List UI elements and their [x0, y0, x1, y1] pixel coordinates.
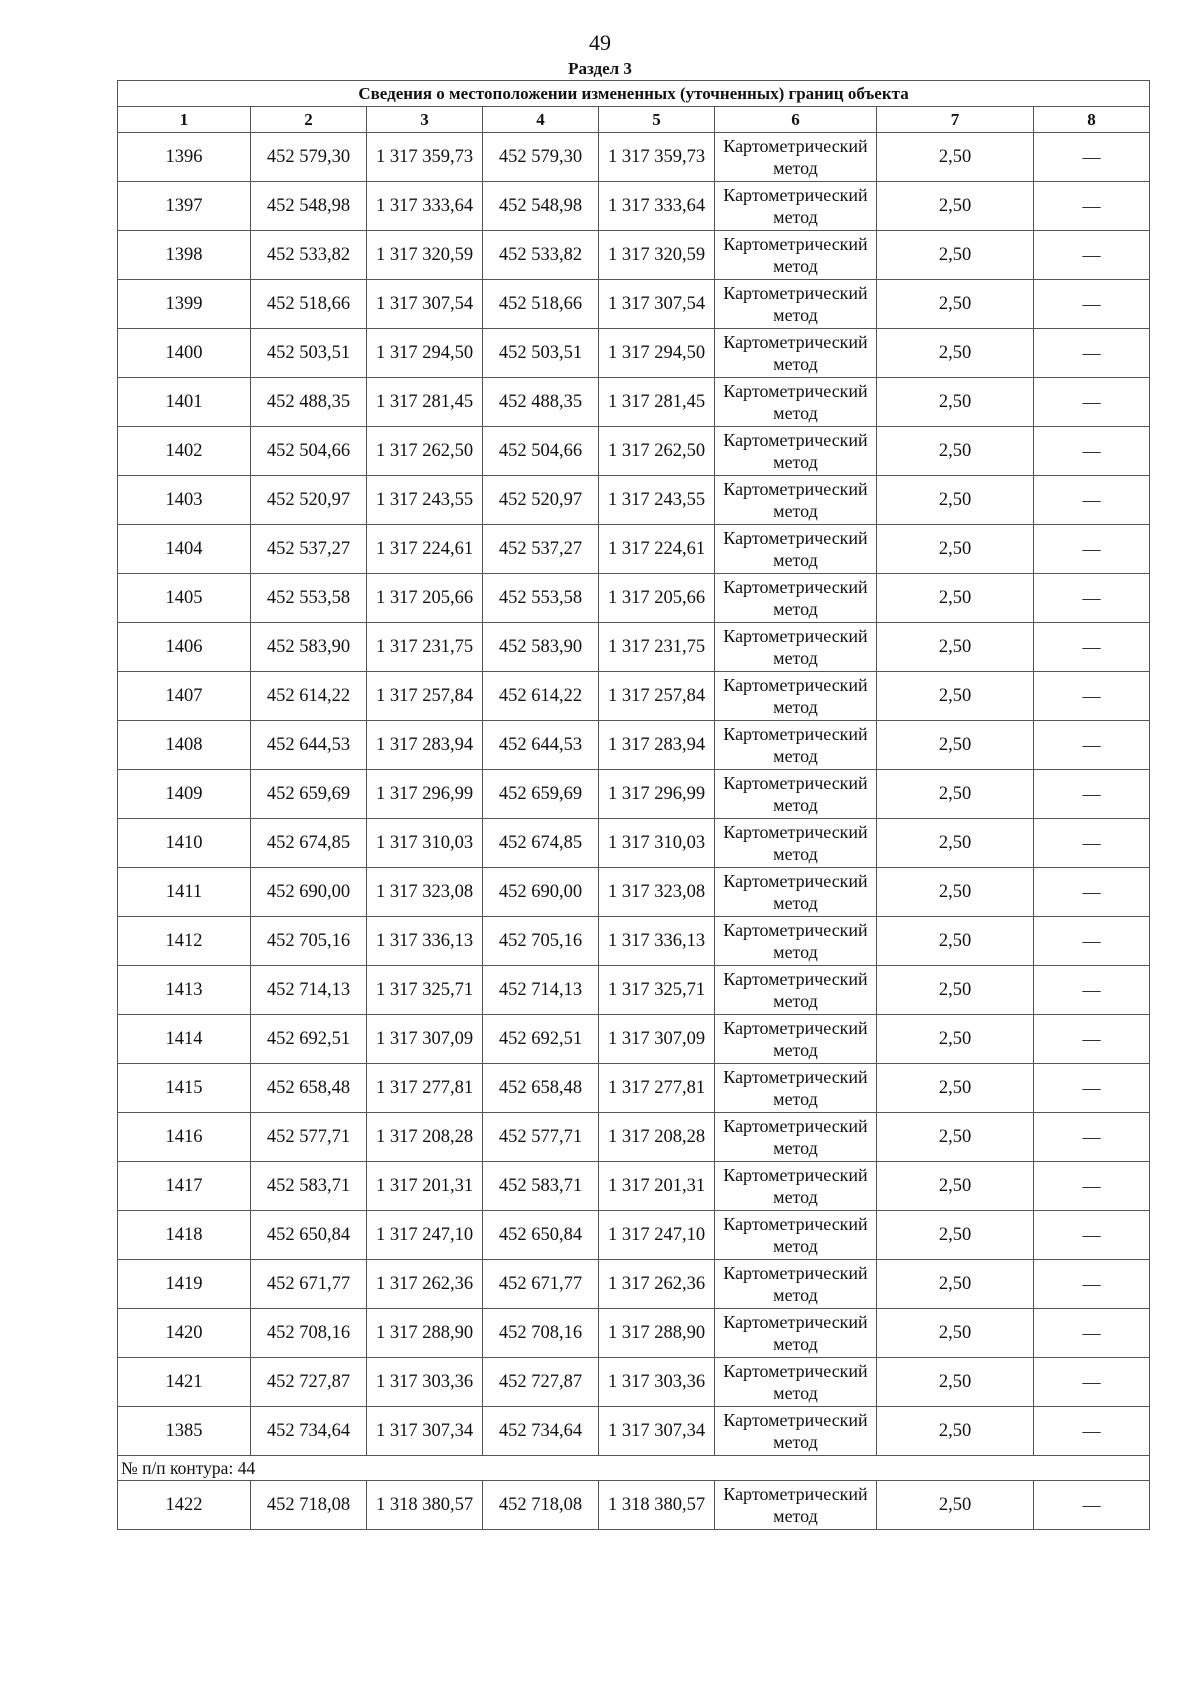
point-number-cell: 1417: [118, 1162, 251, 1211]
method-cell: Картометрический метод: [715, 1407, 877, 1456]
table-row: [118, 1260, 1150, 1309]
x-new-cell: 452 690,00: [483, 868, 599, 917]
y-old-cell: 1 317 247,10: [367, 1211, 483, 1260]
x-old-cell: 452 659,69: [251, 770, 367, 819]
y-new-cell: 1 317 243,55: [599, 476, 715, 525]
method-cell: Картометрический метод: [715, 182, 877, 231]
point-number-cell: 1399: [118, 280, 251, 329]
table-row: [118, 280, 1150, 329]
precision-cell: 2,50: [877, 574, 1034, 623]
y-old-cell: 1 317 205,66: [367, 574, 483, 623]
y-old-cell: 1 317 359,73: [367, 133, 483, 182]
table-row: [118, 672, 1150, 721]
table-row: [118, 868, 1150, 917]
point-number-cell: 1405: [118, 574, 251, 623]
x-old-cell: 452 537,27: [251, 525, 367, 574]
x-new-cell: 452 644,53: [483, 721, 599, 770]
table-row: [118, 917, 1150, 966]
method-cell: Картометрический метод: [715, 427, 877, 476]
precision-cell: 2,50: [877, 1064, 1034, 1113]
y-old-cell: 1 317 294,50: [367, 329, 483, 378]
empty-mark-cell: —: [1034, 1162, 1150, 1211]
table-row: [118, 1113, 1150, 1162]
method-cell: Картометрический метод: [715, 133, 877, 182]
point-number-cell: 1414: [118, 1015, 251, 1064]
empty-mark-cell: —: [1034, 280, 1150, 329]
empty-mark-cell: —: [1034, 721, 1150, 770]
precision-cell: 2,50: [877, 231, 1034, 280]
y-new-cell: 1 317 325,71: [599, 966, 715, 1015]
column-header: 1: [118, 107, 251, 133]
method-cell: Картометрический метод: [715, 1113, 877, 1162]
table-body: [118, 133, 1150, 1530]
x-old-cell: 452 577,71: [251, 1113, 367, 1162]
precision-cell: 2,50: [877, 476, 1034, 525]
y-new-cell: 1 317 201,31: [599, 1162, 715, 1211]
precision-cell: 2,50: [877, 329, 1034, 378]
table-row: [118, 819, 1150, 868]
method-cell: Картометрический метод: [715, 770, 877, 819]
y-old-cell: 1 317 296,99: [367, 770, 483, 819]
x-new-cell: 452 650,84: [483, 1211, 599, 1260]
x-new-cell: 452 708,16: [483, 1309, 599, 1358]
y-new-cell: 1 317 247,10: [599, 1211, 715, 1260]
table-row: [118, 1481, 1150, 1530]
x-old-cell: 452 548,98: [251, 182, 367, 231]
table-row: [118, 966, 1150, 1015]
y-old-cell: 1 317 262,36: [367, 1260, 483, 1309]
y-old-cell: 1 317 307,54: [367, 280, 483, 329]
empty-mark-cell: —: [1034, 770, 1150, 819]
x-new-cell: 452 548,98: [483, 182, 599, 231]
precision-cell: 2,50: [877, 672, 1034, 721]
y-new-cell: 1 317 307,54: [599, 280, 715, 329]
table-row: [118, 133, 1150, 182]
y-old-cell: 1 317 303,36: [367, 1358, 483, 1407]
precision-cell: 2,50: [877, 1260, 1034, 1309]
empty-mark-cell: —: [1034, 1358, 1150, 1407]
y-old-cell: 1 317 320,59: [367, 231, 483, 280]
precision-cell: 2,50: [877, 182, 1034, 231]
y-old-cell: 1 317 277,81: [367, 1064, 483, 1113]
point-number-cell: 1411: [118, 868, 251, 917]
method-cell: Картометрический метод: [715, 966, 877, 1015]
y-new-cell: 1 317 262,50: [599, 427, 715, 476]
precision-cell: 2,50: [877, 966, 1034, 1015]
y-new-cell: 1 317 288,90: [599, 1309, 715, 1358]
method-cell: Картометрический метод: [715, 476, 877, 525]
section-title: Раздел 3: [568, 59, 632, 78]
column-header: 2: [251, 107, 367, 133]
y-old-cell: 1 317 231,75: [367, 623, 483, 672]
y-new-cell: 1 317 208,28: [599, 1113, 715, 1162]
x-old-cell: 452 504,66: [251, 427, 367, 476]
point-number-cell: 1400: [118, 329, 251, 378]
method-cell: Картометрический метод: [715, 1015, 877, 1064]
precision-cell: 2,50: [877, 1309, 1034, 1358]
x-new-cell: 452 692,51: [483, 1015, 599, 1064]
y-new-cell: 1 317 307,34: [599, 1407, 715, 1456]
x-old-cell: 452 583,71: [251, 1162, 367, 1211]
point-number-cell: 1396: [118, 133, 251, 182]
table-row: [118, 770, 1150, 819]
x-old-cell: 452 705,16: [251, 917, 367, 966]
method-cell: Картометрический метод: [715, 1481, 877, 1530]
empty-mark-cell: —: [1034, 917, 1150, 966]
x-old-cell: 452 734,64: [251, 1407, 367, 1456]
page-number: 49: [589, 30, 611, 55]
x-new-cell: 452 503,51: [483, 329, 599, 378]
point-number-cell: 1412: [118, 917, 251, 966]
y-new-cell: 1 317 336,13: [599, 917, 715, 966]
point-number-cell: 1398: [118, 231, 251, 280]
x-new-cell: 452 718,08: [483, 1481, 599, 1530]
point-number-cell: 1385: [118, 1407, 251, 1456]
y-old-cell: 1 317 243,55: [367, 476, 483, 525]
precision-cell: 2,50: [877, 1162, 1034, 1211]
method-cell: Картометрический метод: [715, 721, 877, 770]
precision-cell: 2,50: [877, 819, 1034, 868]
precision-cell: 2,50: [877, 1211, 1034, 1260]
point-number-cell: 1416: [118, 1113, 251, 1162]
table-row: [118, 476, 1150, 525]
method-cell: Картометрический метод: [715, 819, 877, 868]
x-new-cell: 452 727,87: [483, 1358, 599, 1407]
point-number-cell: 1419: [118, 1260, 251, 1309]
y-new-cell: 1 317 257,84: [599, 672, 715, 721]
x-new-cell: 452 520,97: [483, 476, 599, 525]
x-new-cell: 452 674,85: [483, 819, 599, 868]
point-number-cell: 1418: [118, 1211, 251, 1260]
y-old-cell: 1 317 262,50: [367, 427, 483, 476]
table-row: [118, 182, 1150, 231]
y-new-cell: 1 317 296,99: [599, 770, 715, 819]
table-title: Сведения о местоположении измененных (уточненных) границ объекта: [118, 81, 1150, 107]
precision-cell: 2,50: [877, 280, 1034, 329]
method-cell: Картометрический метод: [715, 1162, 877, 1211]
y-new-cell: 1 317 359,73: [599, 133, 715, 182]
method-cell: Картометрический метод: [715, 1260, 877, 1309]
empty-mark-cell: —: [1034, 1113, 1150, 1162]
precision-cell: 2,50: [877, 1358, 1034, 1407]
method-cell: Картометрический метод: [715, 1309, 877, 1358]
column-header: 6: [715, 107, 877, 133]
x-new-cell: 452 671,77: [483, 1260, 599, 1309]
precision-cell: 2,50: [877, 1015, 1034, 1064]
precision-cell: 2,50: [877, 525, 1034, 574]
y-old-cell: 1 317 333,64: [367, 182, 483, 231]
y-new-cell: 1 317 205,66: [599, 574, 715, 623]
y-new-cell: 1 317 323,08: [599, 868, 715, 917]
empty-mark-cell: —: [1034, 182, 1150, 231]
precision-cell: 2,50: [877, 917, 1034, 966]
x-new-cell: 452 734,64: [483, 1407, 599, 1456]
y-old-cell: 1 317 310,03: [367, 819, 483, 868]
precision-cell: 2,50: [877, 1113, 1034, 1162]
point-number-cell: 1401: [118, 378, 251, 427]
x-new-cell: 452 658,48: [483, 1064, 599, 1113]
empty-mark-cell: —: [1034, 378, 1150, 427]
empty-mark-cell: —: [1034, 1015, 1150, 1064]
table-row: [118, 525, 1150, 574]
point-number-cell: 1406: [118, 623, 251, 672]
y-old-cell: 1 317 281,45: [367, 378, 483, 427]
precision-cell: 2,50: [877, 133, 1034, 182]
x-old-cell: 452 718,08: [251, 1481, 367, 1530]
precision-cell: 2,50: [877, 721, 1034, 770]
table-row: [118, 1015, 1150, 1064]
table-row: [118, 1211, 1150, 1260]
precision-cell: 2,50: [877, 1407, 1034, 1456]
x-old-cell: 452 671,77: [251, 1260, 367, 1309]
point-number-cell: 1409: [118, 770, 251, 819]
table-row: [118, 378, 1150, 427]
empty-mark-cell: —: [1034, 231, 1150, 280]
y-old-cell: 1 317 336,13: [367, 917, 483, 966]
empty-mark-cell: —: [1034, 966, 1150, 1015]
y-new-cell: 1 317 277,81: [599, 1064, 715, 1113]
x-old-cell: 452 658,48: [251, 1064, 367, 1113]
table-row: [118, 329, 1150, 378]
point-number-cell: 1403: [118, 476, 251, 525]
point-number-cell: 1407: [118, 672, 251, 721]
contour-row: [118, 1456, 1150, 1481]
x-new-cell: 452 533,82: [483, 231, 599, 280]
point-number-cell: 1413: [118, 966, 251, 1015]
y-new-cell: 1 317 281,45: [599, 378, 715, 427]
precision-cell: 2,50: [877, 770, 1034, 819]
empty-mark-cell: —: [1034, 868, 1150, 917]
precision-cell: 2,50: [877, 1481, 1034, 1530]
column-header: 8: [1034, 107, 1150, 133]
boundary-coordinates-table: [117, 80, 1150, 1530]
method-cell: Картометрический метод: [715, 672, 877, 721]
empty-mark-cell: —: [1034, 427, 1150, 476]
point-number-cell: 1410: [118, 819, 251, 868]
method-cell: Картометрический метод: [715, 574, 877, 623]
precision-cell: 2,50: [877, 378, 1034, 427]
precision-cell: 2,50: [877, 868, 1034, 917]
y-new-cell: 1 318 380,57: [599, 1481, 715, 1530]
x-old-cell: 452 690,00: [251, 868, 367, 917]
point-number-cell: 1421: [118, 1358, 251, 1407]
point-number-cell: 1397: [118, 182, 251, 231]
empty-mark-cell: —: [1034, 1481, 1150, 1530]
empty-mark-cell: —: [1034, 329, 1150, 378]
y-old-cell: 1 317 257,84: [367, 672, 483, 721]
empty-mark-cell: —: [1034, 1309, 1150, 1358]
x-new-cell: 452 537,27: [483, 525, 599, 574]
precision-cell: 2,50: [877, 623, 1034, 672]
x-new-cell: 452 705,16: [483, 917, 599, 966]
y-old-cell: 1 317 323,08: [367, 868, 483, 917]
y-new-cell: 1 317 224,61: [599, 525, 715, 574]
x-new-cell: 452 553,58: [483, 574, 599, 623]
method-cell: Картометрический метод: [715, 280, 877, 329]
x-old-cell: 452 614,22: [251, 672, 367, 721]
empty-mark-cell: —: [1034, 525, 1150, 574]
point-number-cell: 1422: [118, 1481, 251, 1530]
method-cell: Картометрический метод: [715, 1064, 877, 1113]
x-new-cell: 452 583,71: [483, 1162, 599, 1211]
empty-mark-cell: —: [1034, 1260, 1150, 1309]
x-old-cell: 452 650,84: [251, 1211, 367, 1260]
x-new-cell: 452 583,90: [483, 623, 599, 672]
point-number-cell: 1402: [118, 427, 251, 476]
table-row: [118, 623, 1150, 672]
point-number-cell: 1420: [118, 1309, 251, 1358]
method-cell: Картометрический метод: [715, 623, 877, 672]
method-cell: Картометрический метод: [715, 917, 877, 966]
column-header: 3: [367, 107, 483, 133]
y-old-cell: 1 317 288,90: [367, 1309, 483, 1358]
x-old-cell: 452 488,35: [251, 378, 367, 427]
table-row: [118, 1407, 1150, 1456]
x-old-cell: 452 727,87: [251, 1358, 367, 1407]
table-row: [118, 427, 1150, 476]
y-new-cell: 1 317 262,36: [599, 1260, 715, 1309]
point-number-cell: 1408: [118, 721, 251, 770]
empty-mark-cell: —: [1034, 574, 1150, 623]
y-new-cell: 1 317 283,94: [599, 721, 715, 770]
x-new-cell: 452 488,35: [483, 378, 599, 427]
column-header: 4: [483, 107, 599, 133]
table-row: [118, 1162, 1150, 1211]
empty-mark-cell: —: [1034, 133, 1150, 182]
y-old-cell: 1 317 208,28: [367, 1113, 483, 1162]
x-old-cell: 452 579,30: [251, 133, 367, 182]
x-old-cell: 452 520,97: [251, 476, 367, 525]
empty-mark-cell: —: [1034, 476, 1150, 525]
y-new-cell: 1 317 333,64: [599, 182, 715, 231]
y-old-cell: 1 317 325,71: [367, 966, 483, 1015]
table-row: [118, 231, 1150, 280]
y-old-cell: 1 317 201,31: [367, 1162, 483, 1211]
method-cell: Картометрический метод: [715, 231, 877, 280]
table-row: [118, 1309, 1150, 1358]
empty-mark-cell: —: [1034, 672, 1150, 721]
y-new-cell: 1 317 310,03: [599, 819, 715, 868]
precision-cell: 2,50: [877, 427, 1034, 476]
method-cell: Картометрический метод: [715, 378, 877, 427]
empty-mark-cell: —: [1034, 623, 1150, 672]
x-old-cell: 452 533,82: [251, 231, 367, 280]
x-old-cell: 452 518,66: [251, 280, 367, 329]
y-old-cell: 1 317 307,34: [367, 1407, 483, 1456]
y-new-cell: 1 317 307,09: [599, 1015, 715, 1064]
column-header: 5: [599, 107, 715, 133]
x-new-cell: 452 518,66: [483, 280, 599, 329]
empty-mark-cell: —: [1034, 1211, 1150, 1260]
table-row: [118, 721, 1150, 770]
y-new-cell: 1 317 303,36: [599, 1358, 715, 1407]
column-number-row: [118, 107, 1150, 133]
empty-mark-cell: —: [1034, 819, 1150, 868]
y-old-cell: 1 317 224,61: [367, 525, 483, 574]
method-cell: Картометрический метод: [715, 1358, 877, 1407]
x-new-cell: 452 504,66: [483, 427, 599, 476]
method-cell: Картометрический метод: [715, 329, 877, 378]
point-number-cell: 1404: [118, 525, 251, 574]
x-new-cell: 452 614,22: [483, 672, 599, 721]
y-old-cell: 1 317 307,09: [367, 1015, 483, 1064]
x-old-cell: 452 714,13: [251, 966, 367, 1015]
x-old-cell: 452 644,53: [251, 721, 367, 770]
x-new-cell: 452 714,13: [483, 966, 599, 1015]
empty-mark-cell: —: [1034, 1064, 1150, 1113]
x-old-cell: 452 692,51: [251, 1015, 367, 1064]
y-new-cell: 1 317 231,75: [599, 623, 715, 672]
column-header: 7: [877, 107, 1034, 133]
x-new-cell: 452 659,69: [483, 770, 599, 819]
x-old-cell: 452 708,16: [251, 1309, 367, 1358]
method-cell: Картометрический метод: [715, 868, 877, 917]
y-old-cell: 1 318 380,57: [367, 1481, 483, 1530]
contour-label: № п/п контура: 44: [118, 1456, 1150, 1481]
table-row: [118, 1064, 1150, 1113]
table-row: [118, 574, 1150, 623]
x-new-cell: 452 579,30: [483, 133, 599, 182]
x-old-cell: 452 583,90: [251, 623, 367, 672]
y-old-cell: 1 317 283,94: [367, 721, 483, 770]
y-new-cell: 1 317 294,50: [599, 329, 715, 378]
method-cell: Картометрический метод: [715, 1211, 877, 1260]
y-new-cell: 1 317 320,59: [599, 231, 715, 280]
x-old-cell: 452 553,58: [251, 574, 367, 623]
table-row: [118, 1358, 1150, 1407]
method-cell: Картометрический метод: [715, 525, 877, 574]
empty-mark-cell: —: [1034, 1407, 1150, 1456]
x-old-cell: 452 674,85: [251, 819, 367, 868]
point-number-cell: 1415: [118, 1064, 251, 1113]
x-old-cell: 452 503,51: [251, 329, 367, 378]
x-new-cell: 452 577,71: [483, 1113, 599, 1162]
